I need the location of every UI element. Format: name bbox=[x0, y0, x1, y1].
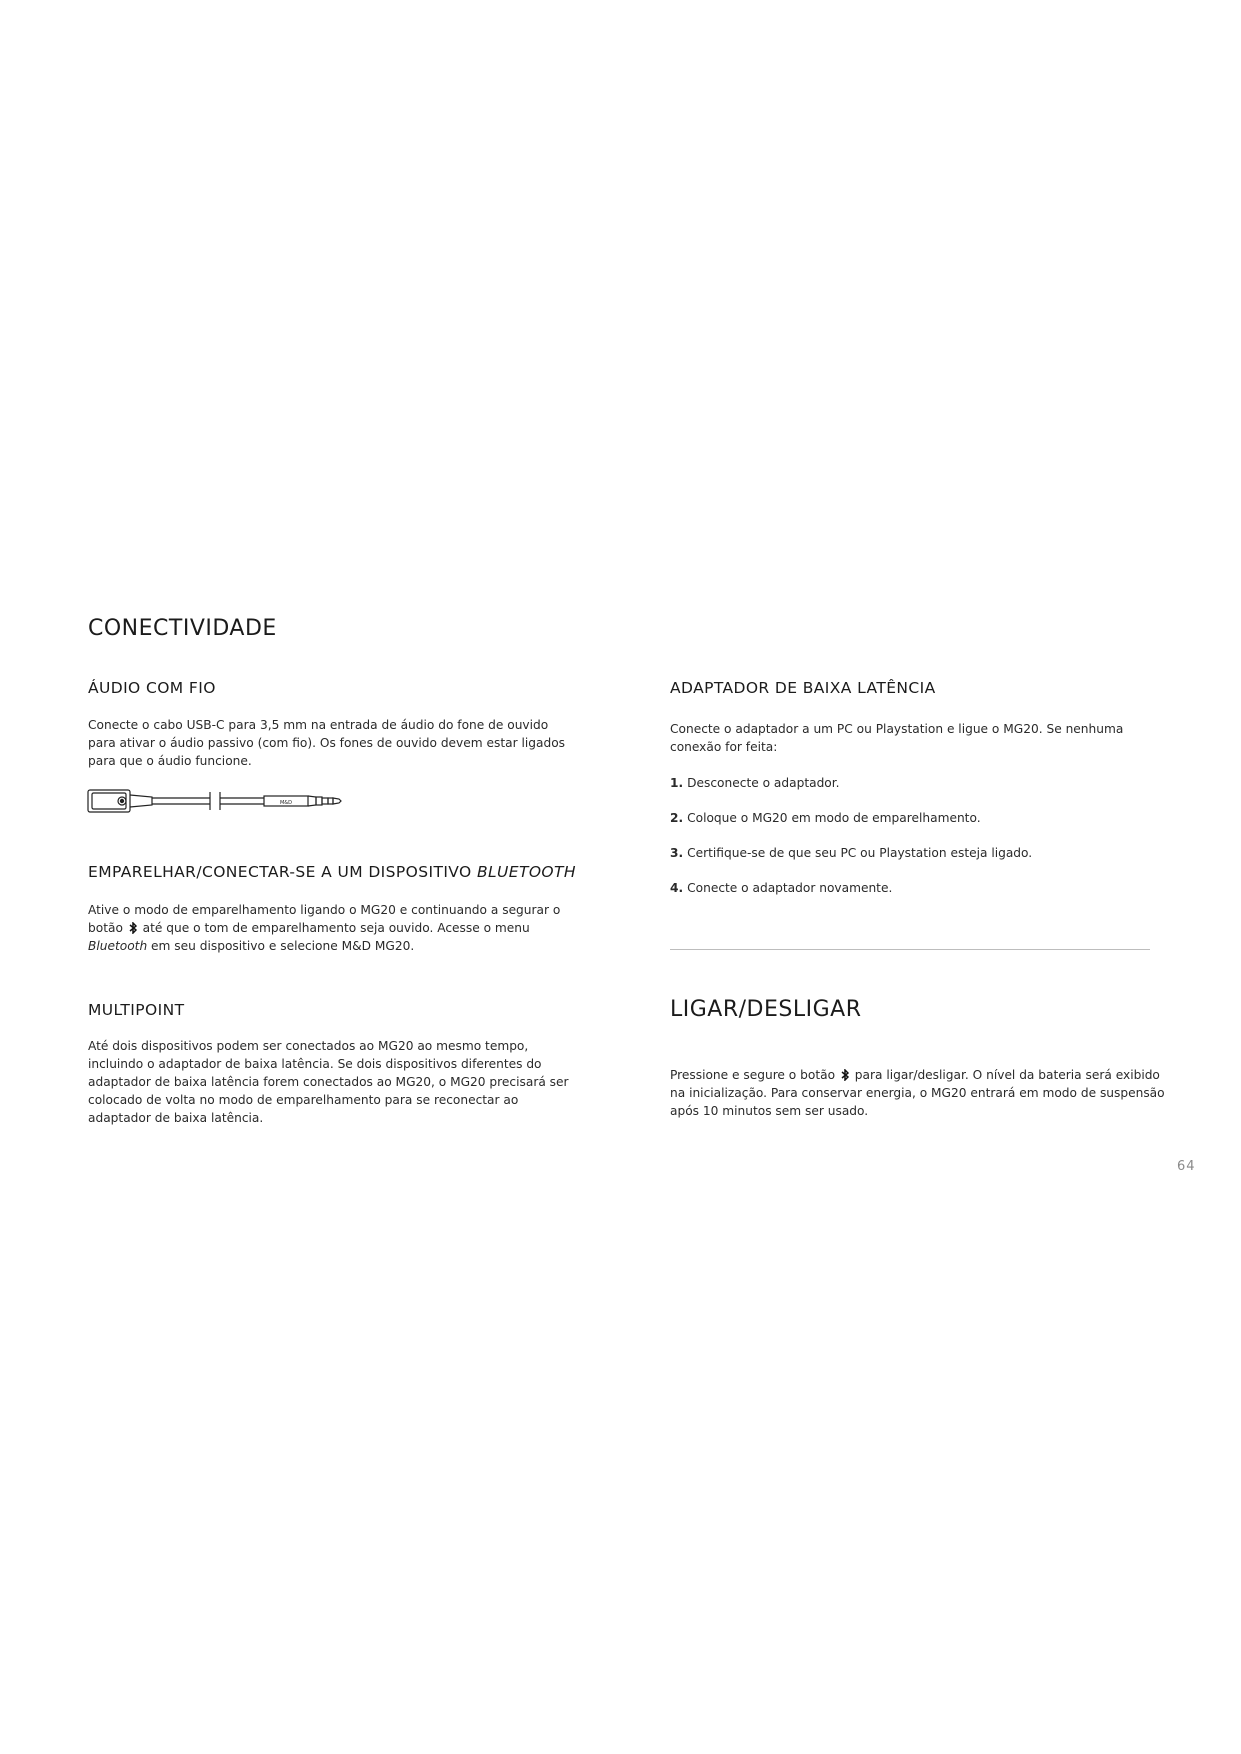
wired-audio-body: Conecte o cabo USB-C para 3,5 mm na entrada de áudio do fone de ouvido para ativar o áudio passivo (com fio). Os fones de ouvido devem estar ligados para que o áudio funcione. bbox=[88, 718, 566, 768]
multipoint-body: Até dois dispositivos podem ser conectados ao MG20 ao mesmo tempo, incluindo o adaptador de baixa latência. Se dois dispositivos diferentes do adaptador de baixa latência forem conectados ao MG20, o MG20 precisará ser colocado de volta no modo de emparelhamento para se reconectar ao adaptador de baixa latência. bbox=[88, 1039, 569, 1125]
pairing-body-part1: Ative o modo de emparelhamento ligando o MG20 e continuando a segurar o botão bbox=[88, 903, 561, 935]
list-item: 2. Coloque o MG20 em modo de emparelhamento. bbox=[670, 811, 981, 825]
usb-c-cable-icon bbox=[86, 788, 351, 814]
bluetooth-icon bbox=[129, 922, 137, 934]
bluetooth-pairing-heading bbox=[88, 863, 576, 881]
power-body bbox=[670, 1066, 1165, 1120]
cable-brand-label: M&D bbox=[279, 800, 293, 806]
bluetooth-word-italic: BLUETOOTH bbox=[476, 863, 576, 881]
pairing-body-part3: em seu dispositivo e selecione M&D MG20. bbox=[151, 939, 415, 953]
bluetooth-icon bbox=[841, 1069, 849, 1081]
power-body-part1: Pressione e segure o botão bbox=[670, 1068, 836, 1082]
list-item: 3. Certifique-se de que seu PC ou Playstation esteja ligado. bbox=[670, 846, 1033, 860]
list-item: 4. Conecte o adaptador novamente. bbox=[670, 881, 893, 895]
multipoint-heading: MULTIPOINT bbox=[88, 1001, 185, 1019]
bluetooth-pairing-body bbox=[88, 901, 568, 955]
bluetooth-pairing-heading-text: EMPARELHAR/CONECTAR-SE A UM DISPOSITIVO bbox=[88, 863, 477, 881]
power-heading: LIGAR/DESLIGAR bbox=[670, 997, 862, 1022]
wired-audio-heading: ÁUDIO COM FIO bbox=[88, 679, 216, 697]
adapter-steps-list bbox=[670, 774, 1170, 897]
pairing-body-bluetooth-italic: Bluetooth bbox=[88, 939, 148, 953]
list-item: 1. Desconecte o adaptador. bbox=[670, 776, 840, 790]
power-body-part2: para ligar/desligar. O nível da bateria será exibido na inicialização. Para conservar energia, o MG20 entrará em modo de suspensão após 10 minutos sem ser usado. bbox=[670, 1068, 1165, 1118]
adapter-body: Conecte o adaptador a um PC ou Playstation e ligue o MG20. Se nenhuma conexão for feita: bbox=[670, 722, 1124, 754]
page-number: 64 bbox=[1177, 1159, 1196, 1174]
section-divider bbox=[670, 949, 1150, 950]
page-title: CONECTIVIDADE bbox=[88, 616, 277, 641]
adapter-heading: ADAPTADOR DE BAIXA LATÊNCIA bbox=[670, 679, 936, 697]
pairing-body-part2: até que o tom de emparelhamento seja ouvido. Acesse o menu bbox=[142, 921, 530, 935]
